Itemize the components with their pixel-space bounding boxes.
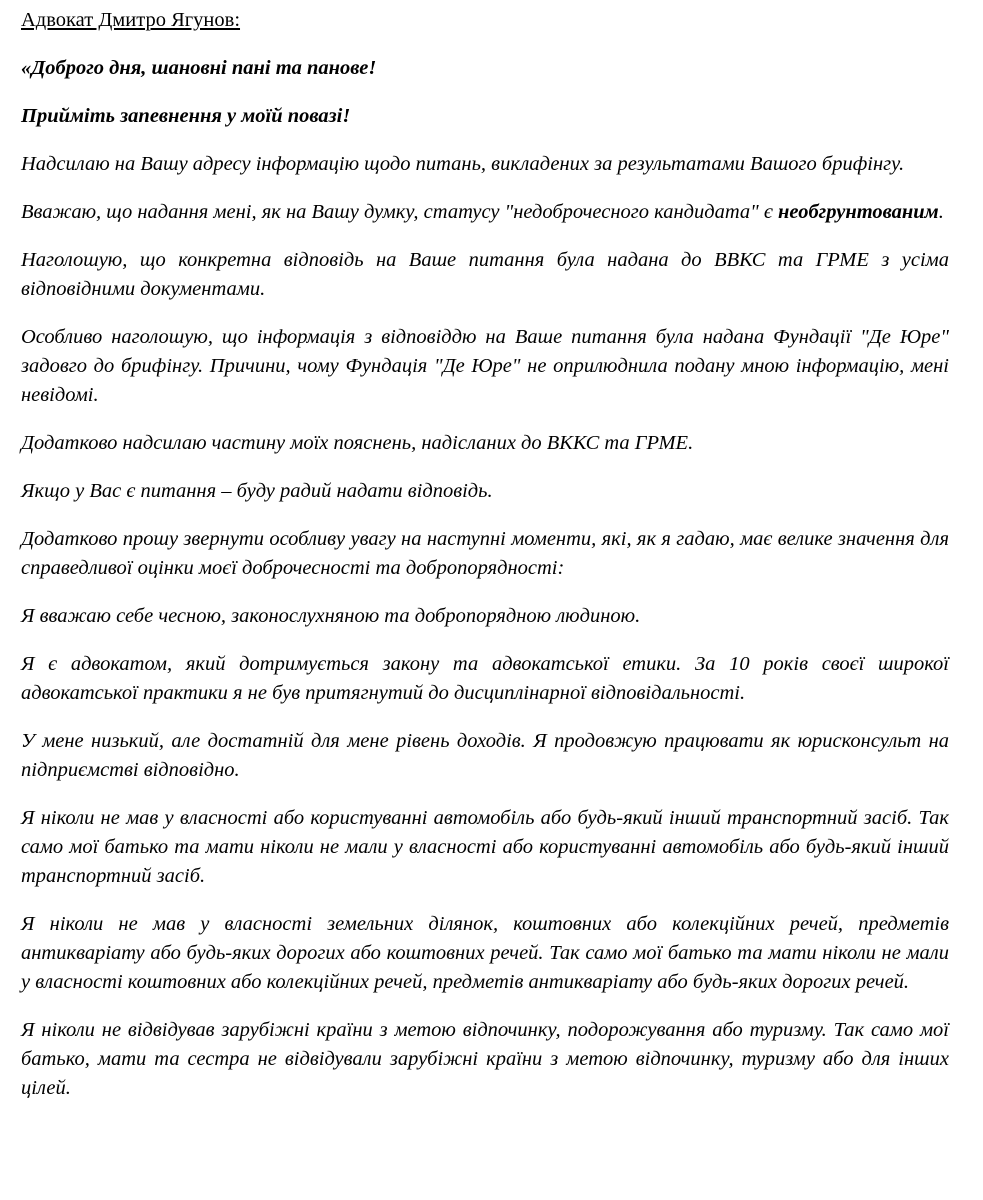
paragraph-explanations-sent: Додатково надсилаю частину моїх пояснень, надісланих до ВККС та ГРМЕ.	[21, 432, 694, 454]
paragraph-lawyer-ethics: Я є адвокатом, який дотримується закону та адвокатської етики. За 10 років своєї широкої адвокатської практики я не був притягнутий до дисциплінарної відповідальності.	[21, 653, 949, 704]
paragraph-end: .	[938, 201, 944, 223]
paragraph-no-vehicles: Я ніколи не мав у власності або користуванні автомобіль або будь-який інший транспортний засіб. Так само мої батько та мати ніколи не мали у власності або користуванні автомобіль або будь-який інший транспортний засіб.	[21, 807, 949, 887]
paragraph-no-property: Я ніколи не мав у власності земельних ділянок, коштовних або колекційних речей, предметів антикваріату або будь-яких дорогих або коштовних речей. Так само мої батько та мати ніколи не мали у власності коштовних або колекційних речей, предметів антикваріату або будь-яких дорогих речей.	[21, 913, 949, 993]
paragraph-de-jure-info: Особливо наголошую, що інформація з відповіддю на Ваше питання була надана Фундації "Де Юре" задовго до брифінгу. Причини, чому Фундація "Де Юре" не оприлюднила подану мною інформацію, мені невідомі.	[21, 326, 949, 406]
paragraph-status-unfounded	[21, 198, 949, 227]
paragraph-attention-request: Додатково прошу звернути особливу увагу на наступні моменти, які, як я гадаю, має велике значення для справедливої оцінки моєї доброчесності та добропорядності:	[21, 528, 949, 579]
author-line: Адвокат Дмитро Ягунов:	[21, 9, 241, 31]
greeting-line: «Доброго дня, шановні пані та панове!	[21, 57, 377, 79]
paragraph-no-travel: Я ніколи не відвідував зарубіжні країни з метою відпочинку, подорожування або туризму. Так само мої батько, мати та сестра не відвідували зарубіжні країни з метою відпочинку, туризму або для інших цілей.	[21, 1019, 949, 1099]
paragraph-text: Вважаю, що надання мені, як на Вашу думку, статусу "недоброчесного кандидата" є	[21, 201, 778, 223]
respect-line: Прийміть запевнення у моїй повазі!	[21, 105, 351, 127]
paragraph-income: У мене низький, але достатній для мене рівень доходів. Я продовжую працювати як юрисконсульт на підприємстві відповідно.	[21, 730, 949, 781]
emphasis-unfounded: необгрунтованим	[777, 201, 939, 223]
paragraph-answer-provided: Наголошую, що конкретна відповідь на Ваше питання була надана до ВВКС та ГРМЕ з усіма відповідними документами.	[21, 249, 949, 300]
paragraph-briefing-info: Надсилаю на Вашу адресу інформацію щодо питань, викладених за результатами Вашого брифінгу.	[21, 153, 905, 175]
paragraph-questions-offer: Якщо у Вас є питання – буду радий надати відповідь.	[21, 480, 493, 502]
paragraph-honest-person: Я вважаю себе чесною, законослухняною та добропорядною людиною.	[21, 605, 641, 627]
